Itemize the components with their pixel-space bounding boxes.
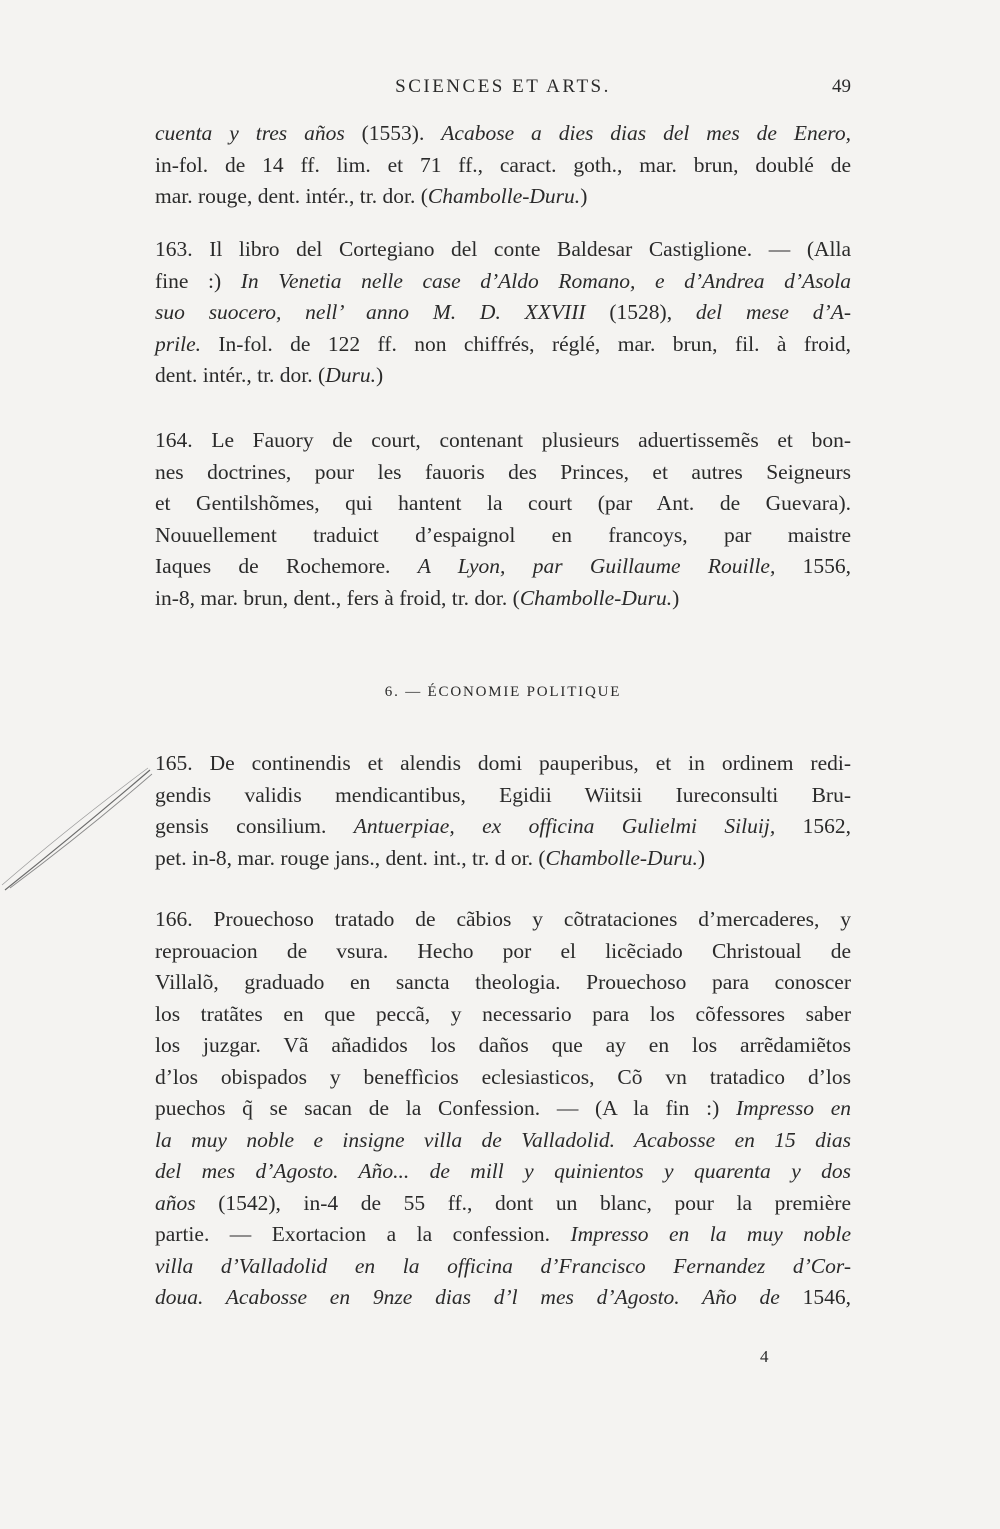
text-roman: pet. in-8, mar. rouge jans., dent. int., tr. d or. (: [155, 845, 546, 870]
text-italic: suo suocero, nell’ anno M. D. XXVIII: [155, 300, 586, 324]
binder-name: Chambolle-Duru.: [427, 184, 581, 208]
text-line: [155, 936, 851, 968]
text-italic: Antuerpiae, ex officina Gulielmi Siluij,: [353, 814, 776, 838]
text-roman: mar. rouge, dent. intér., tr. dor. (: [155, 184, 428, 208]
text-roman: (1542), in-4 de 55 ff., dont un blanc, pour la première: [195, 1190, 851, 1215]
text-italic: del mese d’A-: [695, 300, 851, 324]
text-italic: A Lyon, par Guillaume Rouille,: [417, 554, 776, 578]
text-line: [155, 1219, 851, 1251]
signature-mark: 4: [760, 1347, 769, 1366]
text-line: [155, 181, 851, 213]
text-line: [155, 1251, 851, 1283]
text-roman: dent. intér., tr. dor. (: [155, 363, 326, 387]
text-roman: 163. Il libro del Cortegiano del conte Baldesar Castiglione. — (Alla: [155, 237, 851, 261]
text-italic: años: [155, 1190, 196, 1215]
text-line: [155, 583, 851, 615]
text-roman: ): [697, 845, 705, 870]
entry-162-continuation: [155, 118, 851, 213]
text-roman: (1528),: [585, 300, 696, 324]
text-roman: d’los obispados y beneffìcios eclesiasticos, Cõ vn tratadico d’los: [155, 1064, 851, 1089]
text-line: [155, 1125, 851, 1157]
text-line: [155, 118, 851, 150]
text-line: [155, 234, 851, 266]
text-italic: In Venetia nelle case d’Aldo Romano, e d’Andrea d’Asola: [240, 268, 851, 293]
text-roman: (1553).: [344, 121, 442, 145]
text-italic: Impresso en: [735, 1096, 851, 1120]
text-line: [155, 1030, 851, 1062]
text-italic: la muy noble e insigne villa de Valladolid. Acabosse en 15 dias: [155, 1127, 851, 1152]
entry-163: [155, 234, 851, 392]
text-line: [155, 329, 851, 361]
text-roman: et Gentilshõmes, qui hantent la court (par Ant. de Guevara).: [155, 491, 851, 515]
running-header: [155, 74, 851, 104]
text-line: [155, 1093, 851, 1125]
text-roman: Iaques de Rochemore.: [155, 554, 418, 578]
text-roman: puechos q̃ se sacan de la Confession. — (A la fin :): [155, 1096, 736, 1120]
text-line: [155, 1062, 851, 1094]
text-line: [155, 1156, 851, 1188]
text-roman: ): [580, 184, 588, 208]
text-italic: doua. Acabosse en 9nze dias d’l mes d’Agosto. Año de: [155, 1285, 780, 1309]
text-roman: Villalõ, graduado en sancta theologia. Prouechoso para conoscer: [155, 970, 851, 994]
text-italic: del mes d’Agosto. Año... de mill y quinientos y quarenta y dos: [155, 1159, 851, 1183]
text-roman: 164. Le Fauory de court, contenant plusieurs aduertissemẽs et bon-: [155, 428, 851, 452]
text-roman: nes doctrines, pour les fauoris des Princes, et autres Seigneurs: [155, 459, 851, 484]
text-roman: los juzgar. Vã añadidos los daños que ay en los arrẽdamiẽtos: [155, 1033, 851, 1057]
text-roman: in-fol. de 14 ff. lim. et 71 ff., caract. goth., mar. brun, doublé de: [155, 152, 851, 177]
binder-name: Chambolle-Duru.: [519, 585, 673, 610]
text-line: [155, 297, 851, 329]
text-roman: 1556,: [775, 554, 851, 578]
text-roman: in-8, mar. brun, dent., fers à froid, tr. dor. (: [155, 585, 520, 610]
text-roman: Nouuellement traduict d’espaignol en francoys, par maistre: [155, 522, 851, 547]
text-line: [155, 150, 851, 182]
text-line: [155, 425, 851, 457]
text-line: [155, 967, 851, 999]
binder-name: Duru.: [325, 363, 376, 387]
text-line: [155, 488, 851, 520]
text-roman: 166. Prouechoso tratado de cãbios y cõtrataciones d’mercaderes, y: [155, 907, 851, 931]
text-line: [155, 843, 851, 875]
text-line: [155, 780, 851, 812]
section-heading: 6. — ÉCONOMIE POLITIQUE: [384, 684, 622, 700]
text-roman: fine :): [155, 268, 241, 293]
text-line: [155, 999, 851, 1031]
header-title: SCIENCES ET ARTS.: [395, 76, 611, 97]
text-roman: 165. De continendis et alendis domi pauperibus, et in ordinem redi-: [155, 751, 851, 775]
text-roman: ): [375, 363, 384, 387]
text-line: [155, 520, 851, 552]
text-line: [155, 811, 851, 843]
text-line: [155, 360, 851, 392]
text-roman: 1562,: [775, 814, 852, 838]
text-roman: ): [672, 585, 680, 610]
text-line: [155, 551, 851, 583]
text-line: [155, 1282, 851, 1314]
text-roman: reprouacion de vsura. Hecho por el licẽciado Christoual de: [155, 938, 851, 963]
text-italic: prile.: [155, 331, 201, 356]
text-italic: villa d’Valladolid en la officina d’Francisco Fernandez d’Cor-: [155, 1253, 851, 1278]
text-line: [155, 266, 851, 298]
text-roman: In-fol. de 122 ff. non chiffrés, réglé, mar. brun, fil. à froid,: [200, 331, 851, 356]
page-number: 49: [832, 76, 851, 97]
text-roman: partie. — Exortacion a la confession.: [155, 1222, 571, 1246]
text-italic: cuenta y tres años: [155, 121, 345, 145]
text-roman: gensis consilium.: [155, 814, 354, 838]
entry-165: [155, 748, 851, 874]
text-line: [155, 748, 851, 780]
text-line: [155, 1188, 851, 1220]
binder-name: Chambolle-Duru.: [545, 845, 698, 870]
entry-166: [155, 904, 851, 1314]
text-roman: los tratãtes en que peccã, y necessario para los cõfessores saber: [155, 1001, 851, 1026]
text-italic: Impresso en la muy noble: [570, 1222, 852, 1246]
text-italic: Acabose a dies dias del mes de Enero,: [441, 121, 851, 145]
text-roman: 1546,: [779, 1285, 851, 1309]
text-line: [155, 904, 851, 936]
pencil-annotation-mark: [0, 760, 180, 900]
text-line: [155, 457, 851, 489]
entry-164: [155, 425, 851, 614]
text-roman: gendis validis mendicantibus, Egidii Wiitsii Iureconsulti Bru-: [155, 782, 851, 807]
